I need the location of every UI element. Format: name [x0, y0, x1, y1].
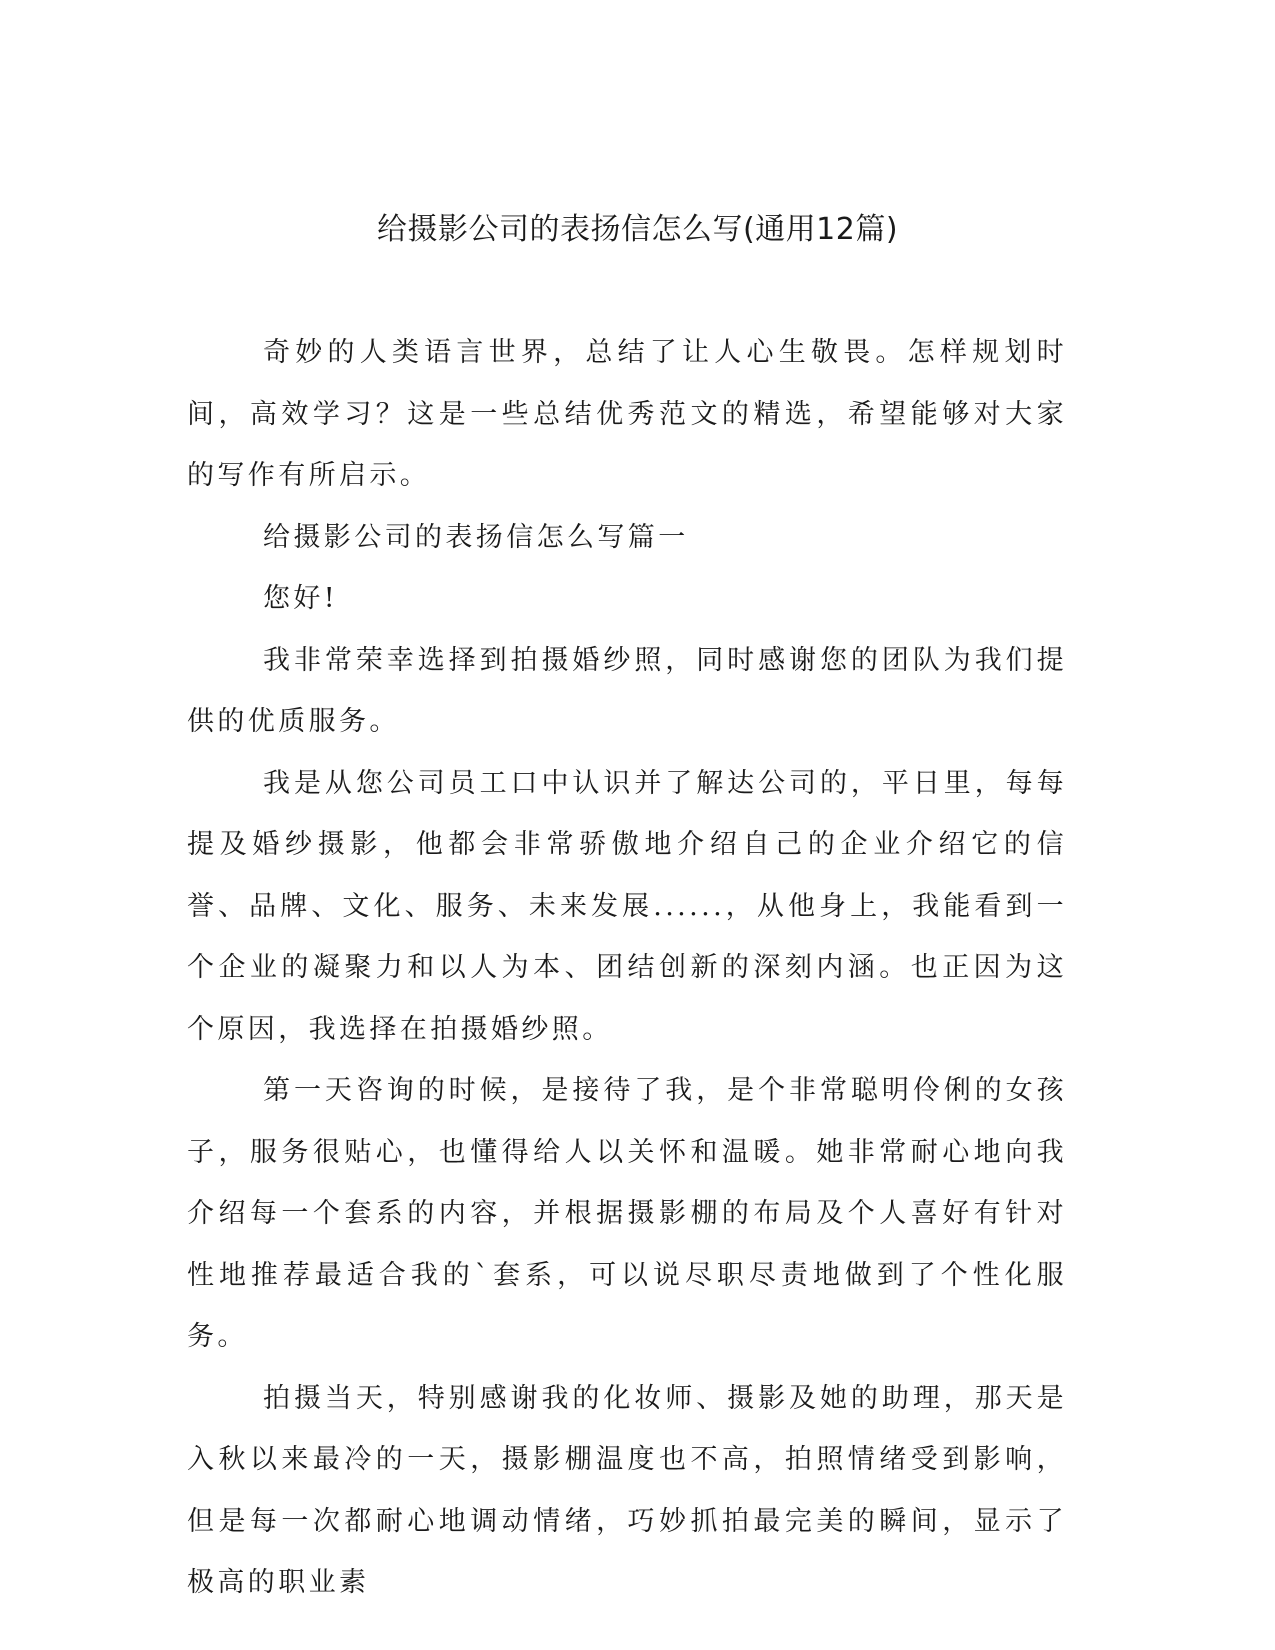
body-paragraph: 第一天咨询的时候，是接待了我，是个非常聪明伶俐的女孩子，服务很贴心，也懂得给人以关怀和温暖。她非常耐心地向我介绍每一个套系的内容，并根据摄影棚的布局及个人喜好有针对性地推荐最适合我的`套系，可以说尽职尽责地做到了个性化服务。 — [187, 1075, 1067, 1352]
document-title: 给摄影公司的表扬信怎么写(通用12篇) — [376, 212, 899, 247]
body-paragraph: 我是从您公司员工口中认识并了解达公司的，平日里，每每提及婚纱摄影，他都会非常骄傲地介绍自己的企业介绍它的信誉、品牌、文化、服务、未来发展......，从他身上，我能看到一个企业的凝聚力和以人为本、团结创新的深刻内涵。也正因为这个原因，我选择在拍摄婚纱照。 — [187, 767, 1067, 1045]
section-heading: 给摄影公司的表扬信怎么写篇一 — [263, 521, 689, 553]
document-body — [187, 322, 1067, 1614]
intro-paragraph: 奇妙的人类语言世界，总结了让人心生敬畏。怎样规划时间，高效学习？这是一些总结优秀范文的精选，希望能够对大家的写作有所启示。 — [187, 337, 1067, 491]
salutation: 您好! — [263, 583, 339, 614]
body-paragraph: 拍摄当天，特别感谢我的化妆师、摄影及她的助理，那天是入秋以来最冷的一天，摄影棚温度也不高，拍照情绪受到影响，但是每一次都耐心地调动情绪，巧妙抓拍最完美的瞬间，显示了极高的职业素 — [187, 1382, 1067, 1598]
body-paragraph: 我非常荣幸选择到拍摄婚纱照，同时感谢您的团队为我们提供的优质服务。 — [187, 644, 1067, 737]
